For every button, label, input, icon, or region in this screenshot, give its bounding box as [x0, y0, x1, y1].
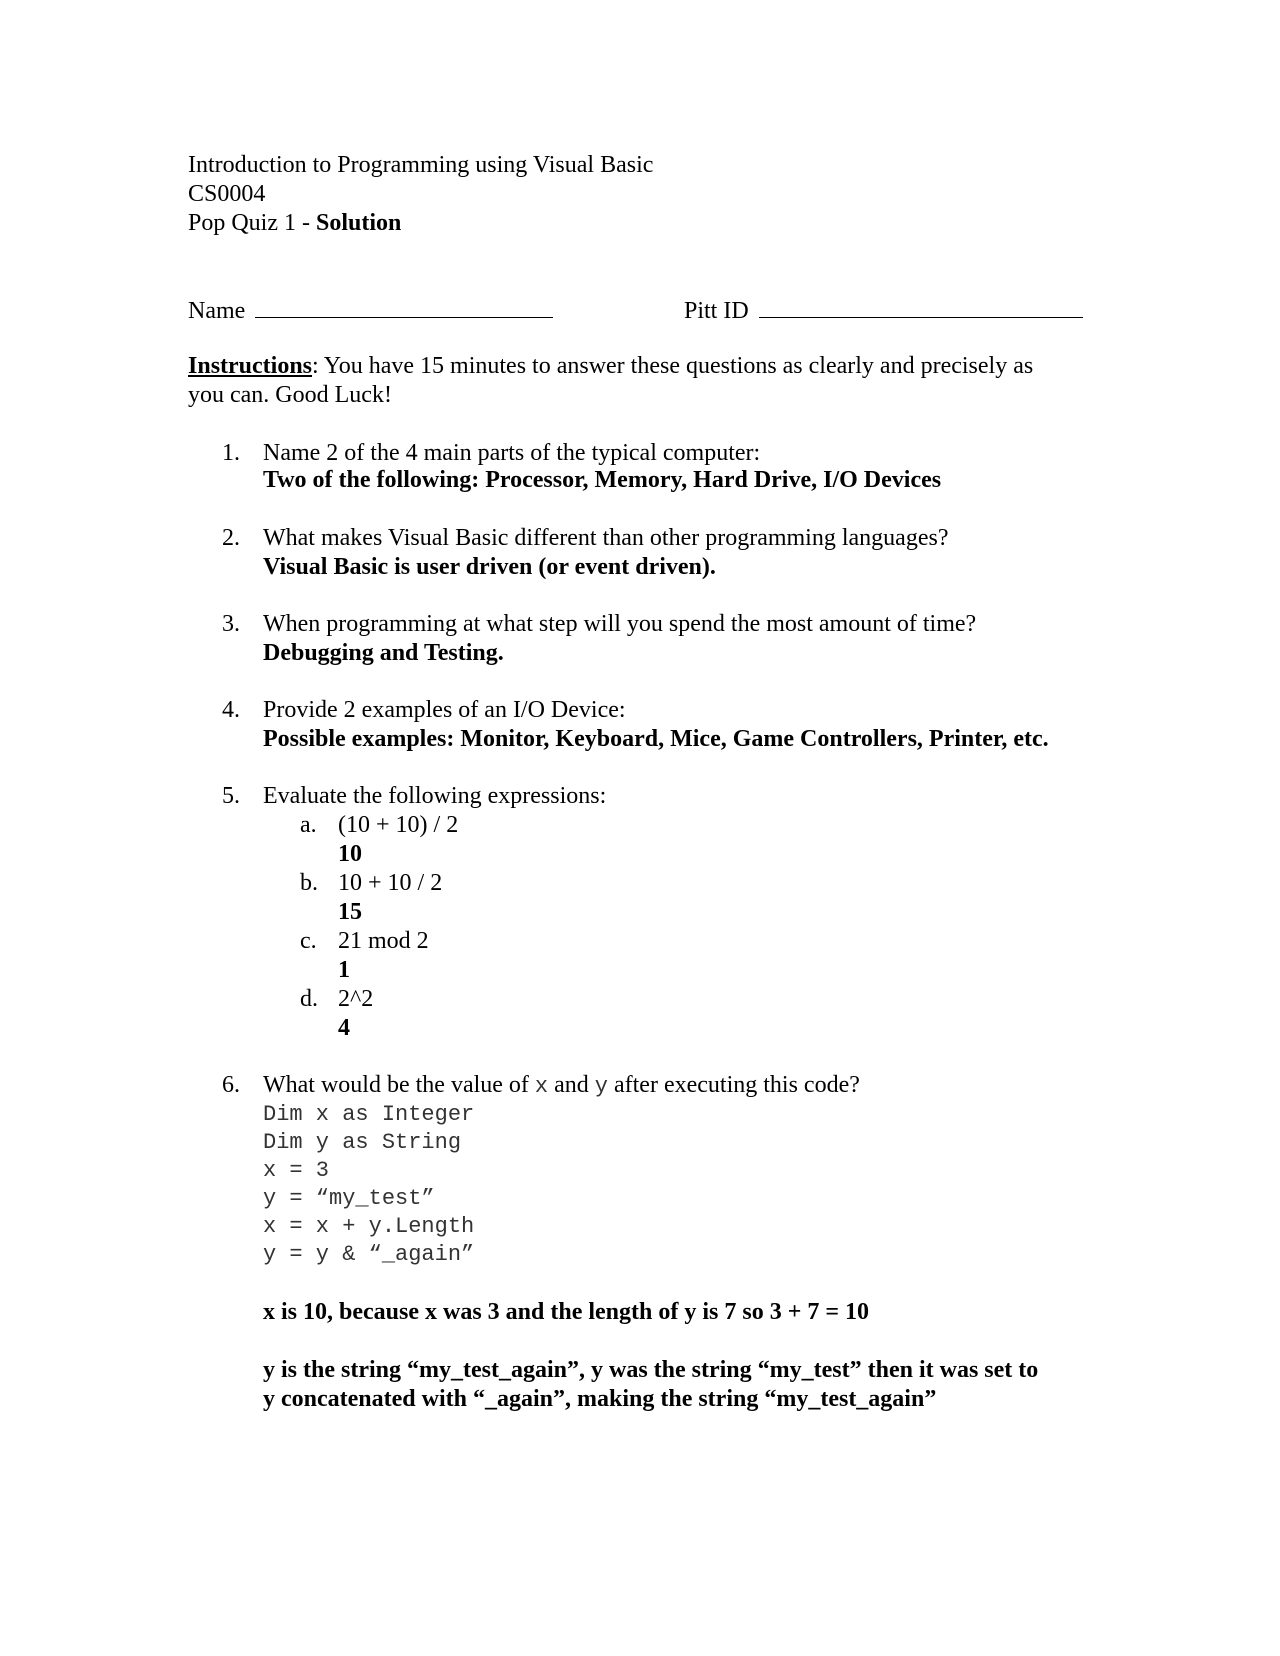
code-line: Dim y as String [263, 1130, 462, 1155]
question-answer: Possible examples: Monitor, Keyboard, Mice, Game Controllers, Printer, etc. [263, 726, 1049, 752]
question-answer: Visual Basic is user driven (or event driven). [263, 554, 716, 580]
question-number: 6. [222, 1072, 240, 1098]
question-text [263, 1071, 860, 1101]
question-number: 5. [222, 783, 240, 809]
code-line: x = 3 [263, 1158, 330, 1183]
question-text-part: What would be the value of [263, 1072, 535, 1098]
part-expression: 10 + 10 / 2 [338, 870, 443, 896]
code-line: y = “my_test” [263, 1186, 435, 1211]
question-text-part: and [548, 1072, 595, 1098]
question-answer: Debugging and Testing. [263, 640, 504, 666]
question-number: 3. [222, 611, 240, 637]
question-number: 1. [222, 440, 240, 466]
pitt-id-label: Pitt ID [684, 298, 749, 324]
answer-y-line-2: y concatenated with “_again”, making the string “my_test_again” [263, 1386, 937, 1412]
variable-y: y [594, 1074, 608, 1099]
code-line: Dim x as Integer [263, 1102, 475, 1127]
question-number: 2. [222, 525, 240, 551]
instructions-label: Instructions [188, 353, 313, 379]
pitt-id-field [684, 295, 1083, 326]
instructions-text: : You have 15 minutes to answer these questions as clearly and precisely as [312, 353, 1034, 379]
pitt-id-blank[interactable] [759, 295, 1083, 318]
question-text: Provide 2 examples of an I/O Device: [263, 697, 626, 723]
question-answer: Two of the following: Processor, Memory, Hard Drive, I/O Devices [263, 467, 942, 493]
part-answer: 4 [338, 1015, 350, 1041]
code-line: x = x + y.Length [263, 1214, 475, 1239]
question-number: 4. [222, 697, 240, 723]
part-answer: 1 [338, 957, 350, 983]
answer-y-line-1: y is the string “my_test_again”, y was the string “my_test” then it was set to [263, 1357, 1039, 1383]
name-blank[interactable] [255, 295, 553, 318]
question-text-part: after executing this code? [607, 1072, 860, 1098]
part-letter: b. [300, 870, 318, 896]
question-text: What makes Visual Basic different than other programming languages? [263, 525, 949, 551]
question-text: Name 2 of the 4 main parts of the typical computer: [263, 440, 761, 466]
quiz-title-solution: Solution [316, 210, 402, 236]
instructions-line-1 [188, 352, 1033, 381]
part-expression: 2^2 [338, 986, 374, 1012]
name-label: Name [188, 298, 246, 324]
quiz-title-prefix: Pop Quiz 1 - [188, 210, 316, 236]
part-letter: d. [300, 986, 318, 1012]
question-text: When programming at what step will you spend the most amount of time? [263, 611, 977, 637]
code-line: y = y & “_again” [263, 1242, 475, 1267]
part-expression: 21 mod 2 [338, 928, 429, 954]
part-letter: a. [300, 812, 317, 838]
course-code: CS0004 [188, 181, 266, 207]
name-field [188, 295, 553, 326]
variable-x: x [534, 1074, 549, 1099]
question-text: Evaluate the following expressions: [263, 783, 607, 809]
part-expression: (10 + 10) / 2 [338, 812, 459, 838]
instructions-line-2: you can. Good Luck! [188, 382, 392, 408]
part-answer: 15 [338, 899, 362, 925]
part-letter: c. [300, 928, 317, 954]
course-title: Introduction to Programming using Visual Basic [188, 152, 654, 178]
quiz-title [188, 209, 401, 238]
answer-x: x is 10, because x was 3 and the length of y is 7 so 3 + 7 = 10 [263, 1299, 870, 1325]
part-answer: 10 [338, 841, 362, 867]
